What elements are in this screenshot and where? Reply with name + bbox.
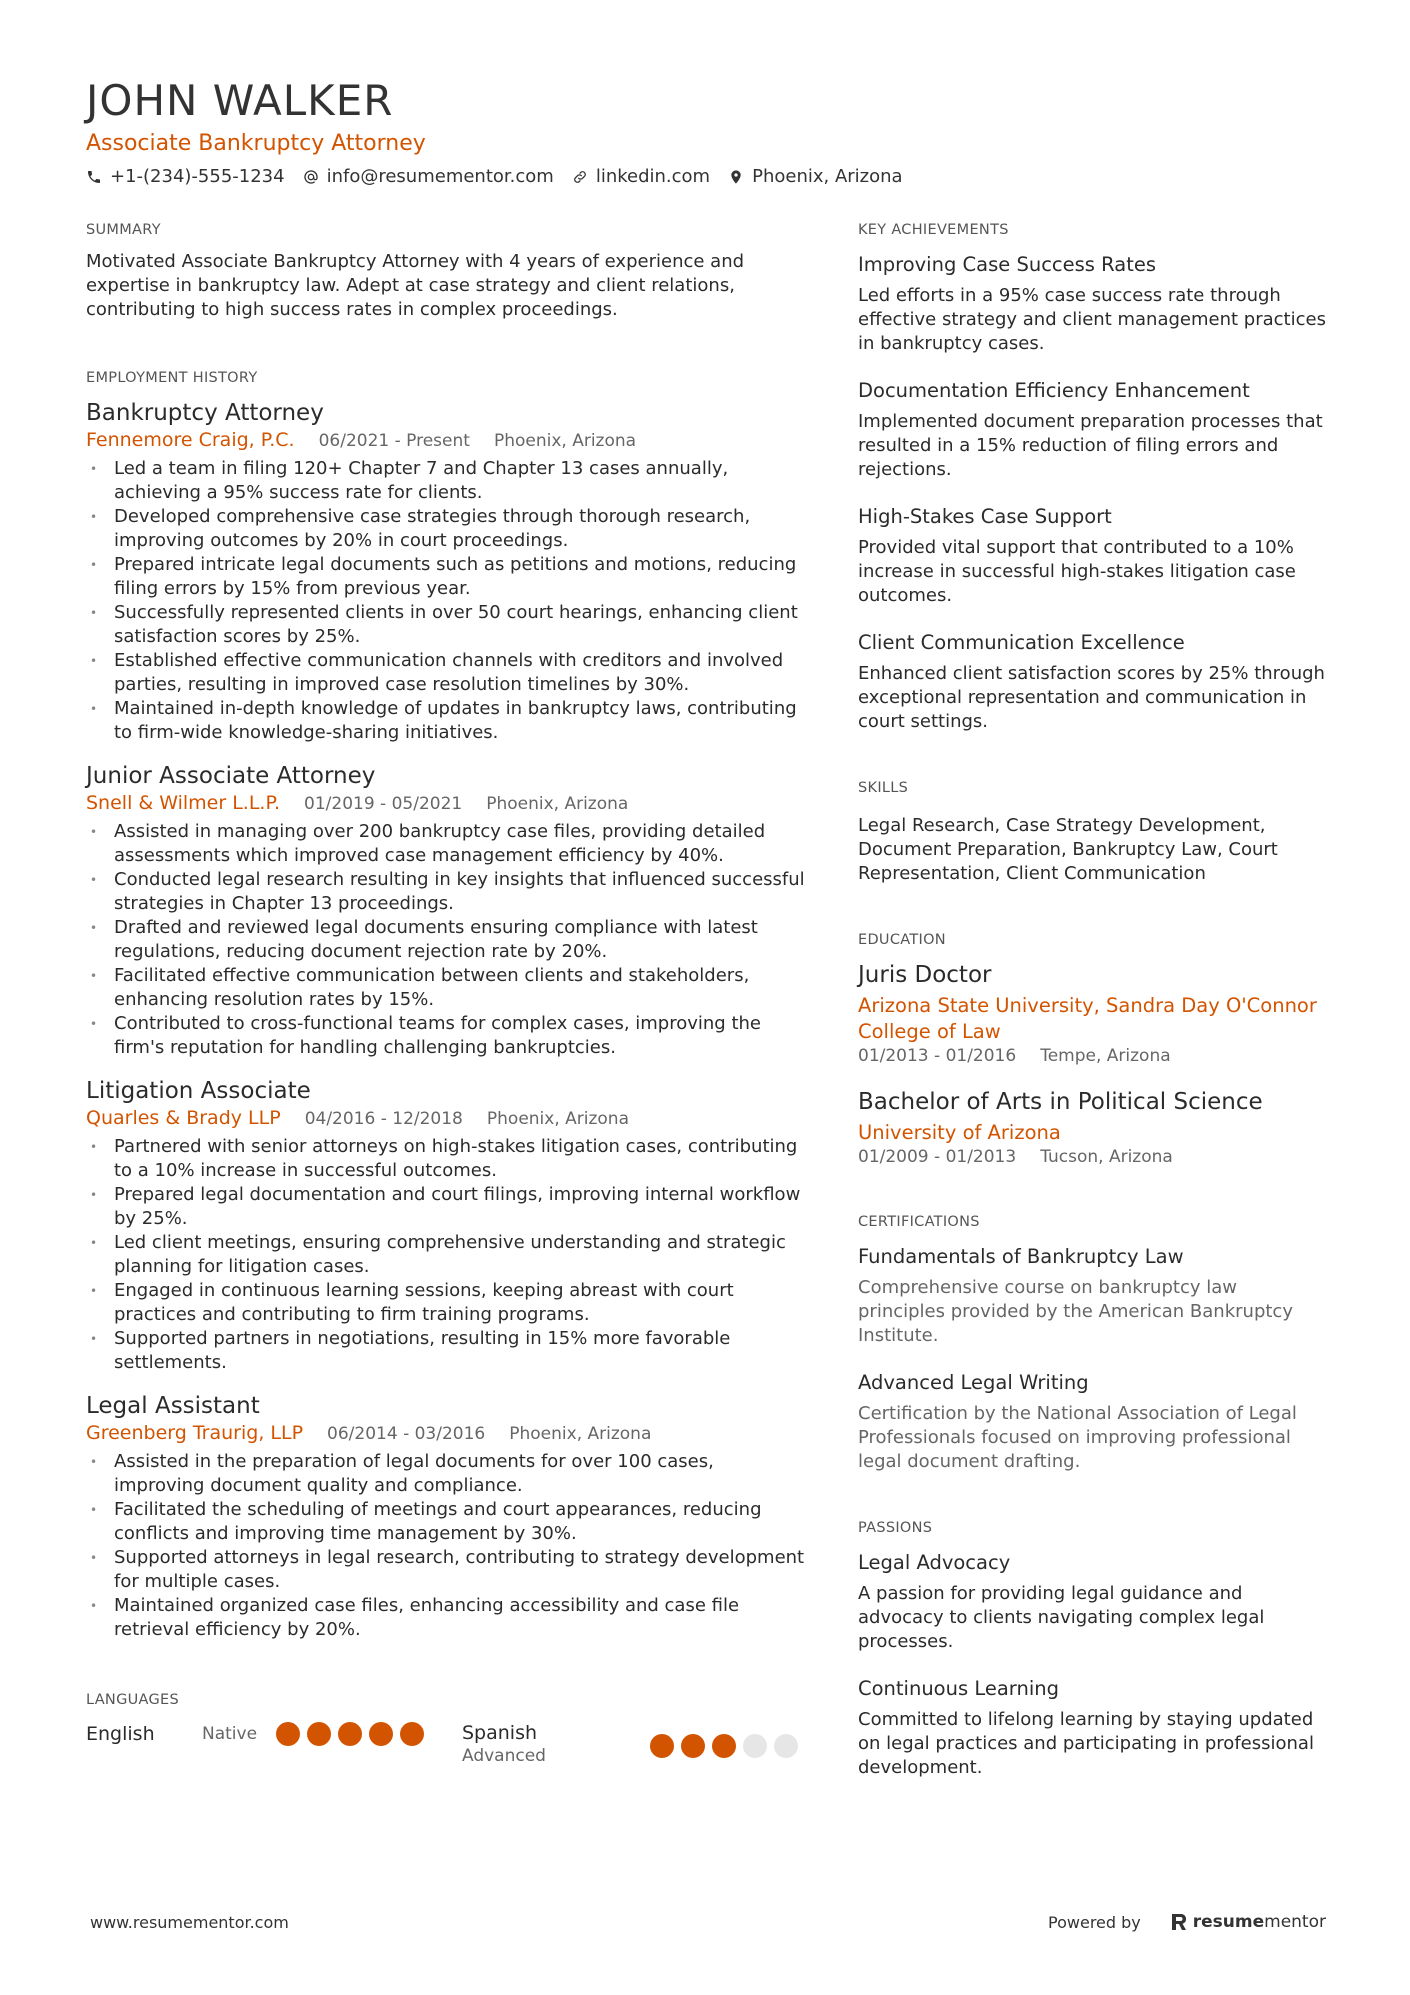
job-bullets [86, 457, 806, 745]
rating-dot-filled [681, 1734, 705, 1758]
education-item [858, 1087, 1328, 1168]
job-bullets [86, 820, 806, 1060]
certification-title: Advanced Legal Writing [858, 1371, 1089, 1394]
job-dates: 06/2021 - Present [318, 431, 470, 451]
job-entry [86, 398, 806, 745]
language-rating [276, 1722, 431, 1746]
contact-location [728, 166, 902, 187]
passions-heading: PASSIONS [858, 1520, 933, 1536]
job-bullets [86, 1135, 806, 1375]
job-dates: 04/2016 - 12/2018 [304, 1109, 463, 1129]
linkedin-text: linkedin.com [595, 166, 711, 187]
location-text: Phoenix, Arizona [752, 166, 903, 187]
at-icon [303, 169, 319, 185]
passion-item [858, 1550, 1328, 1654]
certification-desc: Certification by the National Association of Legal Professionals focused on improving professional legal document drafting. [858, 1403, 1297, 1472]
job-title: Junior Associate Attorney [86, 763, 376, 789]
job-bullet: • Prepared legal documentation and court filings, improving internal workflow by 25%. [86, 1183, 806, 1231]
brand-logo[interactable] [1171, 1912, 1326, 1932]
job-bullet: • Assisted in managing over 200 bankruptcy case files, providing detailed assessments which improved case management efficiency by 40%. [86, 820, 806, 868]
rating-dot-filled [276, 1722, 300, 1746]
job-company: Greenberg Traurig, LLP [86, 1422, 304, 1444]
education-school: Arizona State University, Sandra Day O'Connor College of Law [858, 994, 1317, 1043]
job-dates: 06/2014 - 03/2016 [327, 1424, 486, 1444]
education-school: University of Arizona [858, 1121, 1061, 1144]
education-heading: EDUCATION [858, 932, 946, 948]
job-meta [86, 428, 806, 453]
education-list [858, 960, 1328, 1168]
rating-dot-filled [338, 1722, 362, 1746]
job-bullet: • Developed comprehensive case strategies through thorough research, improving outcomes by 20% in court proceedings. [86, 505, 806, 553]
job-bullet: • Supported partners in negotiations, resulting in 15% more favorable settlements. [86, 1327, 806, 1375]
achievement-list [858, 252, 1328, 734]
achievement-title: High-Stakes Case Support [858, 505, 1112, 528]
job-bullet: • Engaged in continuous learning sessions, keeping abreast with court practices and contributing to firm training programs. [86, 1279, 806, 1327]
left-column [86, 222, 806, 1766]
job-bullet: • Contributed to cross-functional teams for complex cases, improving the firm's reputation for handling challenging bankruptcies. [86, 1012, 806, 1060]
summary-text: Motivated Associate Bankruptcy Attorney with 4 years of experience and expertise in bankruptcy law. Adept at case strategy and client relations, contributing to high success rates in complex proceedings. [86, 251, 745, 320]
rating-dot-filled [307, 1722, 331, 1746]
passion-item [858, 1676, 1328, 1780]
achievement-item [858, 630, 1328, 734]
language-list [86, 1722, 806, 1766]
certification-item [858, 1244, 1328, 1348]
job-entry [86, 1391, 806, 1642]
employment-heading: EMPLOYMENT HISTORY [86, 370, 258, 386]
education-item [858, 960, 1328, 1067]
rating-dot-filled [650, 1734, 674, 1758]
achievement-desc: Implemented document preparation processes that resulted in a 15% reduction of filing errors and rejections. [858, 411, 1323, 480]
language-level: Advanced [462, 1746, 546, 1766]
footer-website-link[interactable]: www.resumementor.com [90, 1912, 289, 1932]
job-meta [86, 1421, 806, 1446]
rating-dot-filled [369, 1722, 393, 1746]
job-title: Legal Assistant [86, 1393, 260, 1419]
achievement-title: Documentation Efficiency Enhancement [858, 379, 1250, 402]
job-bullet: • Established effective communication channels with creditors and involved parties, resulting in improved case resolution timelines by 30%. [86, 649, 806, 697]
job-bullet: • Drafted and reviewed legal documents ensuring compliance with latest regulations, reducing document rejection rate by 20%. [86, 916, 806, 964]
certifications-heading: CERTIFICATIONS [858, 1214, 980, 1230]
job-bullet: • Conducted legal research resulting in key insights that influenced successful strategies in Chapter 13 proceedings. [86, 868, 806, 916]
job-bullet: • Maintained organized case files, enhancing accessibility and case file retrieval efficiency by 20%. [86, 1594, 806, 1642]
passion-desc: Committed to lifelong learning by staying updated on legal practices and participating in professional development. [858, 1709, 1314, 1778]
page-footer [90, 1912, 1326, 1932]
job-bullet: • Facilitated the scheduling of meetings and court appearances, reducing conflicts and improving time management by 30%. [86, 1498, 806, 1546]
education-location: Tempe, Arizona [1040, 1046, 1171, 1066]
passion-title: Continuous Learning [858, 1677, 1059, 1700]
job-bullet: • Prepared intricate legal documents such as petitions and motions, reducing filing errors by 15% from previous year. [86, 553, 806, 601]
achievement-desc: Provided vital support that contributed to a 10% increase in successful high-stakes litigation case outcomes. [858, 537, 1296, 606]
job-bullet: • Led client meetings, ensuring comprehensive understanding and strategic planning for litigation cases. [86, 1231, 806, 1279]
job-bullet: • Assisted in the preparation of legal documents for over 100 cases, improving document quality and compliance. [86, 1450, 806, 1498]
job-location: Phoenix, Arizona [486, 794, 629, 814]
job-bullet: • Successfully represented clients in over 50 court hearings, enhancing client satisfaction scores by 25%. [86, 601, 806, 649]
job-bullet: • Supported attorneys in legal research, contributing to strategy development for multiple cases. [86, 1546, 806, 1594]
achievement-title: Client Communication Excellence [858, 631, 1185, 654]
phone-text: +1-(234)-555-1234 [110, 166, 285, 187]
candidate-role: Associate Bankruptcy Attorney [86, 131, 426, 156]
job-location: Phoenix, Arizona [509, 1424, 652, 1444]
passion-list [858, 1550, 1328, 1780]
language-rating [650, 1734, 805, 1758]
languages-heading: LANGUAGES [86, 1692, 179, 1708]
achievement-item [858, 378, 1328, 482]
contact-bar [86, 166, 1326, 187]
job-bullets [86, 1450, 806, 1642]
education-meta [858, 1146, 1328, 1168]
achievements-heading: KEY ACHIEVEMENTS [858, 222, 1009, 238]
job-bullet: • Facilitated effective communication between clients and stakeholders, enhancing resolution rates by 15%. [86, 964, 806, 1012]
certification-item [858, 1370, 1328, 1474]
job-company: Quarles & Brady LLP [86, 1107, 281, 1129]
candidate-name: JOHN WALKER [86, 76, 394, 125]
contact-phone[interactable] [86, 166, 285, 187]
brand-name-bold: resume [1192, 1912, 1265, 1932]
skills-heading: SKILLS [858, 780, 909, 796]
achievement-item [858, 504, 1328, 608]
resume-header [86, 76, 1326, 187]
education-degree: Bachelor of Arts in Political Science [858, 1089, 1263, 1115]
contact-linkedin[interactable] [572, 166, 710, 187]
job-dates: 01/2019 - 05/2021 [304, 794, 463, 814]
job-company: Fennemore Craig, P.C. [86, 429, 295, 451]
job-list [86, 398, 806, 1642]
language-item [86, 1722, 462, 1746]
achievement-desc: Led efforts in a 95% case success rate through effective strategy and client management practices in bankruptcy cases. [858, 285, 1326, 354]
job-title: Bankruptcy Attorney [86, 400, 324, 426]
skills-text: Legal Research, Case Strategy Development, Document Preparation, Bankruptcy Law, Court Representation, Client Communication [858, 815, 1278, 884]
rating-dot-filled [712, 1734, 736, 1758]
job-title: Litigation Associate [86, 1078, 311, 1104]
summary-heading: SUMMARY [86, 222, 161, 238]
language-level: Native [202, 1724, 258, 1744]
certification-title: Fundamentals of Bankruptcy Law [858, 1245, 1184, 1268]
job-company: Snell & Wilmer L.L.P. [86, 792, 281, 814]
language-item [462, 1722, 805, 1766]
right-column [858, 222, 1328, 1780]
job-entry [86, 761, 806, 1060]
rating-dot-empty [774, 1734, 798, 1758]
job-entry [86, 1076, 806, 1375]
education-dates: 01/2013 - 01/2016 [858, 1046, 1017, 1066]
job-location: Phoenix, Arizona [493, 431, 637, 451]
phone-icon [86, 169, 102, 185]
brand-name-rest: mentor [1264, 1912, 1326, 1932]
location-pin-icon [728, 169, 744, 185]
job-bullet: • Led a team in filing 120+ Chapter 7 and Chapter 13 cases annually, achieving a 95% success rate for clients. [86, 457, 806, 505]
language-name: Spanish [462, 1722, 538, 1744]
achievement-desc: Enhanced client satisfaction scores by 25% through exceptional representation and communication in court settings. [858, 663, 1325, 732]
job-meta [86, 1106, 806, 1131]
contact-email[interactable] [303, 166, 554, 187]
job-bullet: • Maintained in-depth knowledge of updates in bankruptcy laws, contributing to firm-wide knowledge-sharing initiatives. [86, 697, 806, 745]
education-location: Tucson, Arizona [1040, 1147, 1173, 1167]
education-dates: 01/2009 - 01/2013 [858, 1147, 1017, 1167]
job-meta [86, 791, 806, 816]
certification-desc: Comprehensive course on bankruptcy law principles provided by the American Bankruptcy Institute. [858, 1277, 1293, 1346]
powered-by [1048, 1912, 1326, 1932]
passion-desc: A passion for providing legal guidance and advocacy to clients navigating complex legal processes. [858, 1583, 1265, 1652]
job-location: Phoenix, Arizona [486, 1109, 629, 1129]
job-bullet: • Partnered with senior attorneys on high-stakes litigation cases, contributing to a 10% increase in successful outcomes. [86, 1135, 806, 1183]
achievement-title: Improving Case Success Rates [858, 253, 1157, 276]
passion-title: Legal Advocacy [858, 1551, 1011, 1574]
resumementor-logo-icon [1171, 1913, 1187, 1931]
achievement-item [858, 252, 1328, 356]
rating-dot-empty [743, 1734, 767, 1758]
education-degree: Juris Doctor [858, 962, 992, 988]
link-icon [572, 169, 588, 185]
rating-dot-filled [400, 1722, 424, 1746]
powered-by-label: Powered by [1048, 1912, 1141, 1932]
email-text: info@resumementor.com [326, 166, 554, 187]
language-name: English [86, 1723, 155, 1745]
education-meta [858, 1045, 1328, 1067]
certification-list [858, 1244, 1328, 1474]
